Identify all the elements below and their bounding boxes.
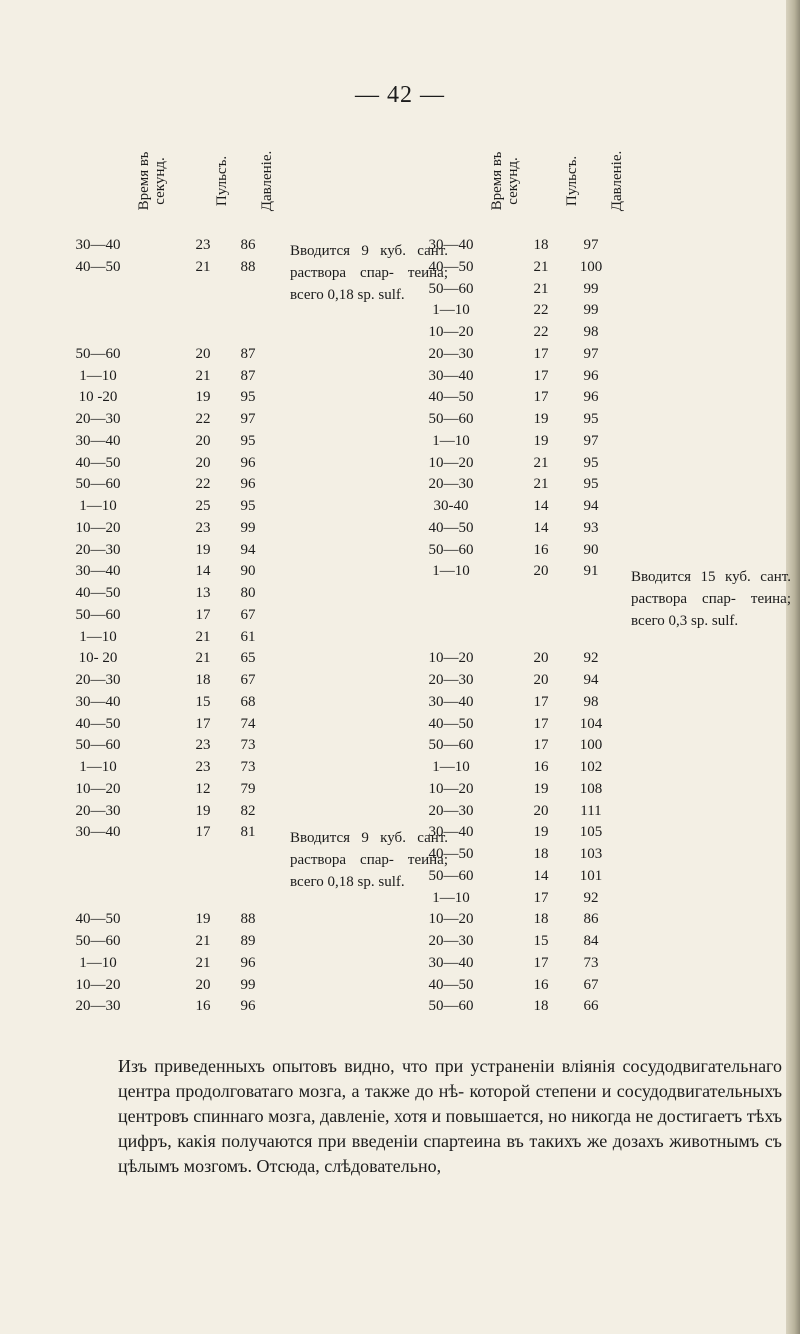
table-cell-right-time: 20—30 bbox=[428, 345, 474, 362]
table-cell-right-pulse: 17 bbox=[533, 737, 549, 754]
table-cell-right-pressure: 105 bbox=[579, 824, 603, 841]
table-cell-right-pulse: 14 bbox=[533, 519, 549, 536]
table-cell-right-pulse: 21 bbox=[533, 476, 549, 493]
table-cell-left-pulse: 22 bbox=[195, 476, 211, 493]
table-cell-left-pressure: 67 bbox=[240, 672, 256, 688]
table-cell-left-pulse: 21 bbox=[195, 954, 211, 971]
table-cell-left-pressure: 89 bbox=[240, 933, 256, 949]
table-cell-left-pressure: 96 bbox=[240, 954, 256, 971]
table-cell-left-time: 20—30 bbox=[75, 802, 121, 819]
table-cell-left-time: 40—50 bbox=[75, 911, 121, 928]
table-cell-right-pulse: 20 bbox=[533, 802, 549, 819]
table-cell-right-time: 20—30 bbox=[428, 933, 474, 949]
table-cell-right-pulse: 19 bbox=[533, 411, 549, 427]
table-cell-left-pressure: 87 bbox=[240, 345, 256, 362]
table-cell-left-time: 50—60 bbox=[75, 737, 121, 754]
table-cell-left-pressure: 74 bbox=[240, 715, 256, 732]
table-cell-left-time: 1—10 bbox=[79, 628, 117, 645]
table-cell-right-pressure: 97 bbox=[583, 432, 599, 449]
table-cell-right-pulse: 19 bbox=[533, 432, 549, 449]
table-cell-left-pressure: 95 bbox=[240, 498, 256, 514]
header-pulse-right: Пульсъ. bbox=[564, 155, 580, 207]
table-cell-left-pressure: 80 bbox=[240, 585, 256, 601]
table-cell-right-pressure: 99 bbox=[583, 280, 599, 297]
table-cell-left-pulse: 23 bbox=[195, 519, 211, 536]
table-cell-left-time: 20—30 bbox=[75, 672, 121, 688]
table-cell-left-pulse: 25 bbox=[195, 498, 211, 514]
table-cell-right-pressure: 98 bbox=[583, 693, 599, 710]
table-cell-right-pressure: 108 bbox=[579, 780, 603, 797]
header-time-left: Время въ секунд. bbox=[136, 151, 168, 211]
table-cell-left-pulse: 21 bbox=[195, 628, 211, 645]
table-cell-right-pressure: 95 bbox=[583, 476, 599, 493]
table-cell-right-time: 30-40 bbox=[433, 498, 469, 514]
table-cell-right-pressure: 103 bbox=[579, 846, 603, 862]
data-table bbox=[0, 138, 800, 1015]
table-cell-left-pulse: 23 bbox=[195, 737, 211, 754]
table-cell-right-time: 50—60 bbox=[428, 737, 474, 754]
table-cell-left-time: 20—30 bbox=[75, 411, 121, 427]
table-cell-right-pressure: 96 bbox=[583, 389, 599, 406]
table-cell-right-pressure: 104 bbox=[579, 715, 603, 732]
table-cell-right-pressure: 86 bbox=[583, 911, 599, 928]
table-cell-left-time: 50—60 bbox=[75, 606, 121, 623]
table-cell-right-time: 50—60 bbox=[428, 541, 474, 558]
table-cell-left-pressure: 96 bbox=[240, 476, 256, 493]
table-cell-right-time: 1—10 bbox=[432, 432, 470, 449]
table-cell-right-pressure: 100 bbox=[579, 258, 603, 275]
table-cell-right-pressure: 91 bbox=[583, 563, 599, 580]
table-cell-right-pulse: 14 bbox=[533, 867, 549, 884]
table-cell-left-time: 30—40 bbox=[75, 237, 121, 253]
table-cell-left-time: 30—40 bbox=[75, 563, 121, 580]
table-cell-right-pulse: 17 bbox=[533, 389, 549, 406]
table-cell-right-pulse: 17 bbox=[533, 954, 549, 971]
table-cell-right-time: 40—50 bbox=[428, 715, 474, 732]
table-cell-left-pressure: 90 bbox=[240, 563, 256, 580]
table-cell-left-pulse: 20 bbox=[195, 976, 211, 993]
table-cell-left-time: 10—20 bbox=[75, 780, 121, 797]
table-cell-left-pulse: 16 bbox=[195, 998, 211, 1015]
table-cell-right-pulse: 21 bbox=[533, 280, 549, 297]
table-cell-right-pulse: 20 bbox=[533, 650, 549, 667]
table-cell-right-time: 40—50 bbox=[428, 976, 474, 993]
table-cell-right-time: 10—20 bbox=[428, 650, 474, 667]
table-cell-right-time: 1—10 bbox=[432, 302, 470, 319]
table-cell-right-time: 40—50 bbox=[428, 519, 474, 536]
table-cell-left-pulse: 19 bbox=[195, 802, 211, 819]
table-cell-right-pulse: 20 bbox=[533, 563, 549, 580]
table-cell-right-time: 10—20 bbox=[428, 454, 474, 471]
table-cell-right-time: 30—40 bbox=[428, 367, 474, 384]
table-cell-right-pulse: 18 bbox=[533, 998, 549, 1015]
table-cell-left-time: 40—50 bbox=[75, 585, 121, 601]
table-cell-left-time: 10—20 bbox=[75, 519, 121, 536]
table-cell-left-pulse: 17 bbox=[195, 606, 211, 623]
table-cell-left-pressure: 73 bbox=[240, 759, 256, 775]
table-cell-right-time: 50—60 bbox=[428, 867, 474, 884]
table-cell-right-pressure: 95 bbox=[583, 411, 599, 427]
table-cell-left-pressure: 67 bbox=[240, 606, 256, 623]
table-cell-left-time: 30—40 bbox=[75, 824, 121, 841]
table-cell-left-pressure: 96 bbox=[240, 998, 256, 1015]
table-cell-left-pressure: 87 bbox=[240, 367, 256, 384]
table-cell-left-pressure: 88 bbox=[240, 258, 256, 275]
table-cell-left-pulse: 18 bbox=[195, 672, 211, 688]
table-cell-left-time: 1—10 bbox=[79, 954, 117, 971]
table-cell-left-pressure: 95 bbox=[240, 389, 256, 406]
table-cell-right-pulse: 21 bbox=[533, 258, 549, 275]
table-cell-left-pulse: 21 bbox=[195, 933, 211, 949]
table-cell-right-time: 1—10 bbox=[432, 759, 470, 775]
table-cell-right-time: 30—40 bbox=[428, 693, 474, 710]
table-cell-right-time: 10—20 bbox=[428, 911, 474, 928]
table-cell-right-pulse: 18 bbox=[533, 237, 549, 253]
table-cell-left-pressure: 96 bbox=[240, 454, 256, 471]
table-cell-right-pulse: 17 bbox=[533, 889, 549, 906]
table-cell-left-time: 10- 20 bbox=[78, 650, 118, 667]
body-paragraph: Изъ приведенныхъ опытовъ видно, что при устраненіи вліянія сосудодвигательнаго центра продолговатаго мозга, а также до нѣ- которой степени и сосудодвигательныхъ центровъ спиннаго мозга, давленіе, хотя и повышается, но никогда не достигаетъ тѣхъ цифръ, какія получаются при введеніи спартеина въ такихъ же дозахъ живoтнымъ съ цѣлымъ мозгомъ. Отсюда, слѣдовательно, bbox=[118, 1056, 782, 1176]
table-cell-left-pulse: 19 bbox=[195, 911, 211, 928]
table-cell-right-pressure: 73 bbox=[583, 954, 599, 971]
table-cell-right-pressure: 94 bbox=[583, 672, 599, 688]
table-cell-right-pulse: 14 bbox=[533, 498, 549, 514]
table-cell-right-time: 30—40 bbox=[428, 237, 474, 253]
table-cell-right-pressure: 99 bbox=[583, 302, 599, 319]
table-cell-left-pulse: 15 bbox=[195, 693, 211, 710]
table-cell-right-pulse: 20 bbox=[533, 672, 549, 688]
table-cell-left-pressure: 81 bbox=[240, 824, 256, 841]
table-cell-left-pressure: 61 bbox=[240, 628, 256, 645]
injection-note-1: Вводится 9 куб. сант. растворa спар- теина; всего 0,18 sp. sulf. bbox=[290, 243, 448, 303]
table-cell-right-time: 10—20 bbox=[428, 780, 474, 797]
table-cell-right-time: 20—30 bbox=[428, 476, 474, 493]
table-cell-right-time: 20—30 bbox=[428, 802, 474, 819]
table-cell-left-pressure: 99 bbox=[240, 976, 256, 993]
table-cell-left-time: 20—30 bbox=[75, 998, 121, 1015]
table-cell-right-pressure: 92 bbox=[583, 650, 599, 667]
table-cell-right-pressure: 93 bbox=[583, 519, 599, 536]
injection-note-2: Вводится 15 куб. сант. растворa спар- теина; всего 0,3 sp. sulf. bbox=[631, 569, 791, 629]
table-cell-left-pressure: 86 bbox=[240, 237, 256, 253]
table-cell-right-pressure: 92 bbox=[583, 889, 599, 906]
header-pulse-left: Пульсъ. bbox=[214, 155, 230, 207]
table-cell-right-pressure: 101 bbox=[579, 867, 603, 884]
table-cell-left-time: 50—60 bbox=[75, 933, 121, 949]
table-cell-left-time: 40—50 bbox=[75, 715, 121, 732]
table-cell-right-pressure: 67 bbox=[583, 976, 599, 993]
table-cell-left-time: 30—40 bbox=[75, 432, 121, 449]
table-cell-left-time: 10—20 bbox=[75, 976, 121, 993]
table-cell-right-time: 50—60 bbox=[428, 998, 474, 1015]
table-cell-right-pressure: 97 bbox=[583, 345, 599, 362]
table-cell-right-pressure: 111 bbox=[580, 802, 602, 819]
header-time-right: Время въ секунд. bbox=[489, 151, 521, 211]
table-cell-left-time: 40—50 bbox=[75, 258, 121, 275]
table-cell-right-pressure: 97 bbox=[583, 237, 599, 253]
table-cell-right-pressure: 102 bbox=[579, 759, 603, 775]
table-cell-right-time: 1—10 bbox=[432, 889, 470, 906]
table-cell-left-pulse: 20 bbox=[195, 432, 211, 449]
table-cell-right-time: 20—30 bbox=[428, 672, 474, 688]
table-cell-right-time: 40—50 bbox=[428, 389, 474, 406]
table-cell-left-pressure: 82 bbox=[240, 802, 256, 819]
table-cell-right-time: 10—20 bbox=[428, 324, 474, 340]
table-cell-left-time: 40—50 bbox=[75, 454, 121, 471]
table-cell-right-pulse: 18 bbox=[533, 911, 549, 928]
table-cell-right-pulse: 16 bbox=[533, 541, 549, 558]
table-cell-right-pulse: 17 bbox=[533, 693, 549, 710]
table-cell-right-pressure: 100 bbox=[579, 737, 603, 754]
header-pressure-left: Давленіе. bbox=[259, 150, 275, 212]
table-cell-left-pulse: 21 bbox=[195, 650, 211, 667]
table-cell-left-pressure: 65 bbox=[240, 650, 256, 667]
table-cell-right-pulse: 16 bbox=[533, 976, 549, 993]
table-cell-right-time: 1—10 bbox=[432, 563, 470, 580]
table-cell-left-pressure: 97 bbox=[240, 411, 256, 427]
table-cell-right-pulse: 16 bbox=[533, 759, 549, 775]
table-cell-left-time: 1—10 bbox=[79, 759, 117, 775]
table-cell-left-pulse: 13 bbox=[195, 585, 211, 601]
table-cell-right-pulse: 19 bbox=[533, 824, 549, 841]
table-cell-right-pulse: 15 bbox=[533, 933, 549, 949]
table-cell-left-pulse: 19 bbox=[195, 541, 211, 558]
table-cell-left-pressure: 95 bbox=[240, 432, 256, 449]
table-cell-right-pulse: 17 bbox=[533, 345, 549, 362]
table-cell-left-pulse: 12 bbox=[195, 780, 211, 797]
table-cell-right-pressure: 96 bbox=[583, 367, 599, 384]
table-cell-left-pulse: 23 bbox=[195, 237, 211, 253]
table-cell-left-pulse: 21 bbox=[195, 367, 211, 384]
table-cell-left-pulse: 23 bbox=[195, 759, 211, 775]
table-cell-right-pressure: 66 bbox=[583, 998, 599, 1015]
table-cell-left-pulse: 17 bbox=[195, 824, 211, 841]
table-cell-right-pulse: 17 bbox=[533, 715, 549, 732]
table-cell-left-pulse: 20 bbox=[195, 454, 211, 471]
table-cell-left-time: 50—60 bbox=[75, 345, 121, 362]
header-pressure-right: Давленіе. bbox=[609, 150, 625, 212]
table-cell-left-time: 1—10 bbox=[79, 498, 117, 514]
table-cell-right-pressure: 98 bbox=[583, 324, 599, 340]
table-cell-right-time: 30—40 bbox=[428, 954, 474, 971]
table-cell-right-pressure: 84 bbox=[583, 933, 599, 949]
table-cell-right-time: 50—60 bbox=[428, 411, 474, 427]
table-cell-right-pulse: 17 bbox=[533, 367, 549, 384]
table-cell-left-pressure: 94 bbox=[240, 541, 256, 558]
table-cell-right-pulse: 19 bbox=[533, 780, 549, 797]
table-cell-right-pressure: 90 bbox=[583, 541, 599, 558]
table-cell-left-time: 10 -20 bbox=[78, 389, 118, 406]
table-cell-right-time: 40—50 bbox=[428, 846, 474, 862]
table-cell-left-pressure: 88 bbox=[240, 911, 256, 928]
table-cell-left-pulse: 21 bbox=[195, 258, 211, 275]
table-cell-right-pressure: 95 bbox=[583, 454, 599, 471]
injection-note-3: Вводится 9 куб. сант. растворa спар- теина; всего 0,18 sp. sulf. bbox=[290, 830, 448, 890]
table-cell-right-pulse: 18 bbox=[533, 846, 549, 862]
table-cell-left-pulse: 17 bbox=[195, 715, 211, 732]
table-cell-right-pulse: 22 bbox=[533, 302, 549, 319]
table-cell-left-time: 50—60 bbox=[75, 476, 121, 493]
table-cell-left-pulse: 20 bbox=[195, 345, 211, 362]
table-cell-right-time: 50—60 bbox=[428, 280, 474, 297]
table-cell-left-time: 1—10 bbox=[79, 367, 117, 384]
table-cell-left-pressure: 68 bbox=[240, 693, 256, 710]
page-number: — 42 — bbox=[355, 82, 445, 108]
table-cell-right-time: 30—40 bbox=[428, 824, 474, 841]
table-cell-right-pulse: 22 bbox=[533, 324, 549, 340]
table-cell-left-pressure: 73 bbox=[240, 737, 256, 754]
table-cell-right-pressure: 94 bbox=[583, 498, 599, 514]
table-cell-left-pulse: 22 bbox=[195, 411, 211, 427]
table-cell-left-time: 30—40 bbox=[75, 693, 121, 710]
table-cell-left-pressure: 79 bbox=[240, 780, 256, 797]
table-cell-right-pulse: 21 bbox=[533, 454, 549, 471]
table-cell-left-pulse: 19 bbox=[195, 389, 211, 406]
table-cell-right-time: 40—50 bbox=[428, 258, 474, 275]
table-cell-left-pressure: 99 bbox=[240, 519, 256, 536]
table-cell-left-time: 20—30 bbox=[75, 541, 121, 558]
table-cell-left-pulse: 14 bbox=[195, 563, 211, 580]
